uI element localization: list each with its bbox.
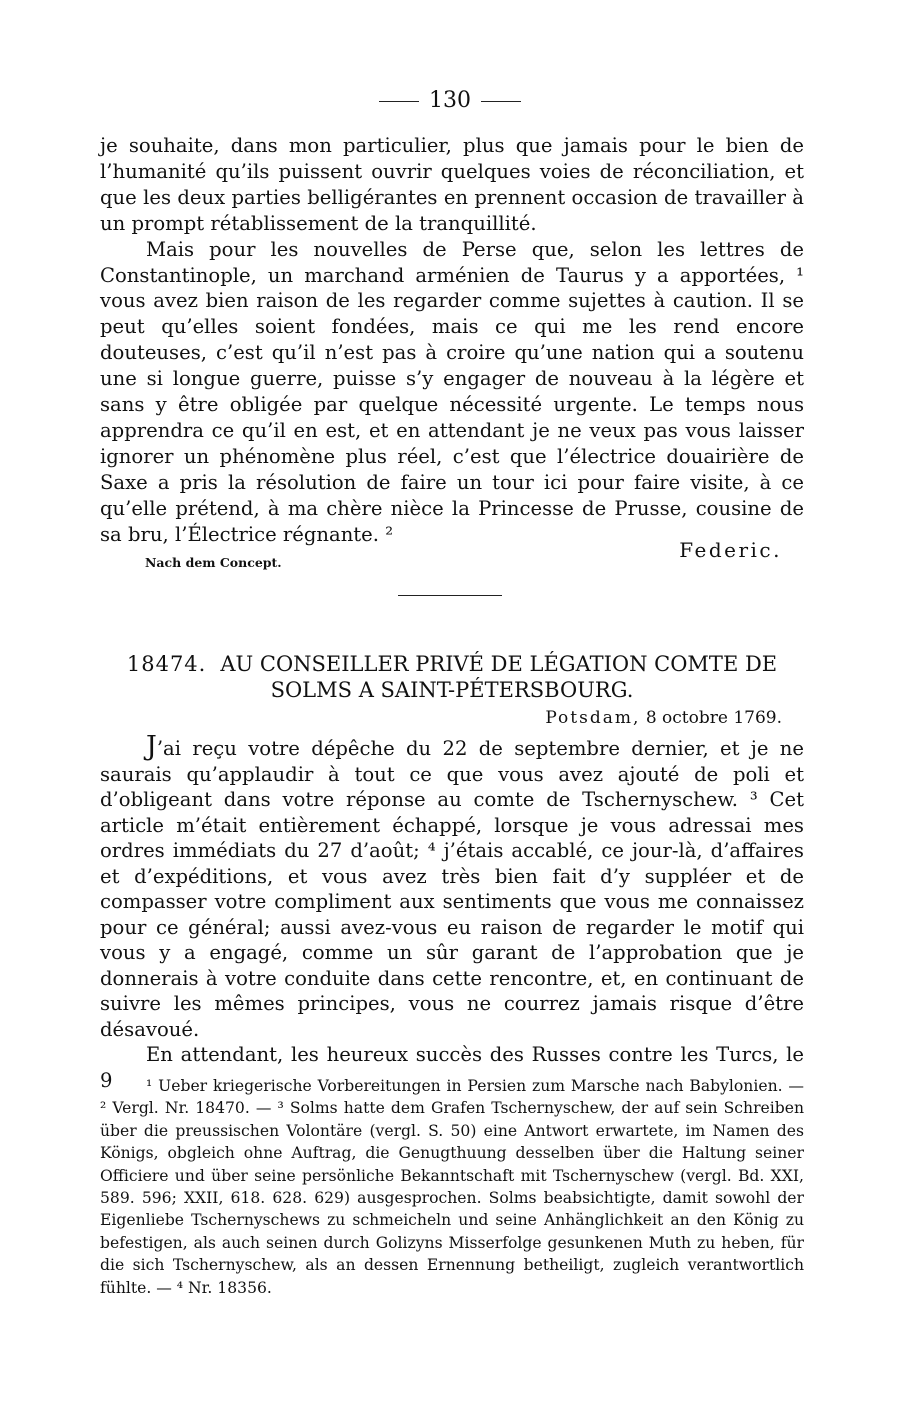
page-number: 130 (429, 88, 471, 113)
letter-heading (100, 651, 804, 703)
paragraph: je souhaite, dans mon particulier, plus que jamais pour le bien de l’humanité qu’ils puissent ouvrir quelques voies de réconciliation, et que les deux parties belligérantes en prennent occasion de travailler à un prompt rétablissement de la tranquillité. (100, 134, 804, 235)
footnotes (100, 1075, 804, 1299)
page-number-line (0, 88, 900, 113)
letter-title: AU CONSEILLER PRIVÉ DE LÉGATION COMTE DE SOLMS A SAINT-PÉTERSBOURG. (220, 652, 778, 702)
paragraph: Mais pour les nouvelles de Perse que, selon les lettres de Constantinople, un marchand arménien de Taurus y a apportées, ¹ vous avez bien raison de les regarder comme sujettes à caution. Il se peut qu’elles soient fondées, mais ce qui me les rend encore douteuses, c’est qu’il n’est pas à croire qu’une nation qui a soutenu une si longue guerre, puisse s’y engager de nouveau à la légère et sans y être obligée par quelque nécessité urgente. Le temps nous apprendra ce qu’il en est, et en attendant je ne veux pas vous laisser ignorer un phénomène plus réel, c’est que l’électrice douairière de Saxe a pris la résolution de faire un tour ici pour faire visite, à ce qu’elle prétend, à ma chère nièce la Princesse de Prusse, cousine de sa bru, l’Électrice régnante. ² (100, 237, 804, 546)
paragraph: En attendant, les heureux succès des Russes contre les Turcs, le 9 (100, 1043, 804, 1092)
right-rule (481, 101, 521, 102)
paragraph-text: ’ai reçu votre dépêche du 22 de septembre dernier, et je ne saurais qu’applaudir à tout ce que vous avez ajouté de poli et d’obligeant dans votre réponse au comte de Tschernyschew. ³ Cet article m’était entièrement échappé, lorsque je vous adressai mes ordres immédiats du 27 d’août; ⁴ j’étais accablé, ce jour-là, d’affaires et d’expéditions, et vous avez très bien fait d’y suppléer et de compasser votre compliment aux sentiments que vous me connaissez pour ce général; aussi avez-vous eu raison de regarder le motif qui vous y a engagé, comme un sûr garant de l’approbation que je donnerais à votre conduite dans cette rencontre, et, en continuant de suivre les mêmes principes, vous ne courrez jamais risque d’être désavoué. (100, 737, 804, 1041)
left-rule (379, 101, 419, 102)
signature: Federic. (679, 538, 782, 562)
section-divider (398, 595, 502, 596)
footnote-text: ¹ Ueber kriegerische Vorbereitungen in Persien zum Marsche nach Babylonien. — ² Vergl. Nr. 18470. — ³ Solms hatte dem Grafen Tschernyschew, der auf sein Schreiben über die preussischen Volontäre (vergl. S. 50) eine Antwort erwartete, im Namen des Königs, obgleich ohne Auftrag, die Genugthuung desselben über die Haltung seiner Officiere und über seine persönliche Bekanntschaft mit Tschernyschew (vergl. Bd. XXI, 589. 596; XXII, 618. 628. 629) ausgesprochen. Solms beabsichtigte, damit sowohl der Eigenliebe Tschernyschews zu schmeicheln und seine Anhänglichkeit an den König zu befestigen, als auch seinen durch Golizyns Misserfolge gesunkenen Muth zu heben, für die sich Tschernyschew, als an dessen Ernennung betheiligt, zugleich verantwortlich fühlte. — ⁴ Nr. 18356. (100, 1077, 804, 1297)
initial-letter: J (146, 731, 157, 762)
date: 8 octobre 1769. (645, 708, 782, 728)
paragraph (100, 731, 804, 1042)
continuation-text (100, 133, 804, 548)
letter-body (100, 731, 804, 1093)
signature-row (100, 535, 804, 575)
place: Potsdam, (545, 708, 641, 728)
letter-number: 18474. (126, 652, 207, 676)
dateline (545, 708, 782, 728)
source-note: Nach dem Concept. (145, 555, 282, 570)
